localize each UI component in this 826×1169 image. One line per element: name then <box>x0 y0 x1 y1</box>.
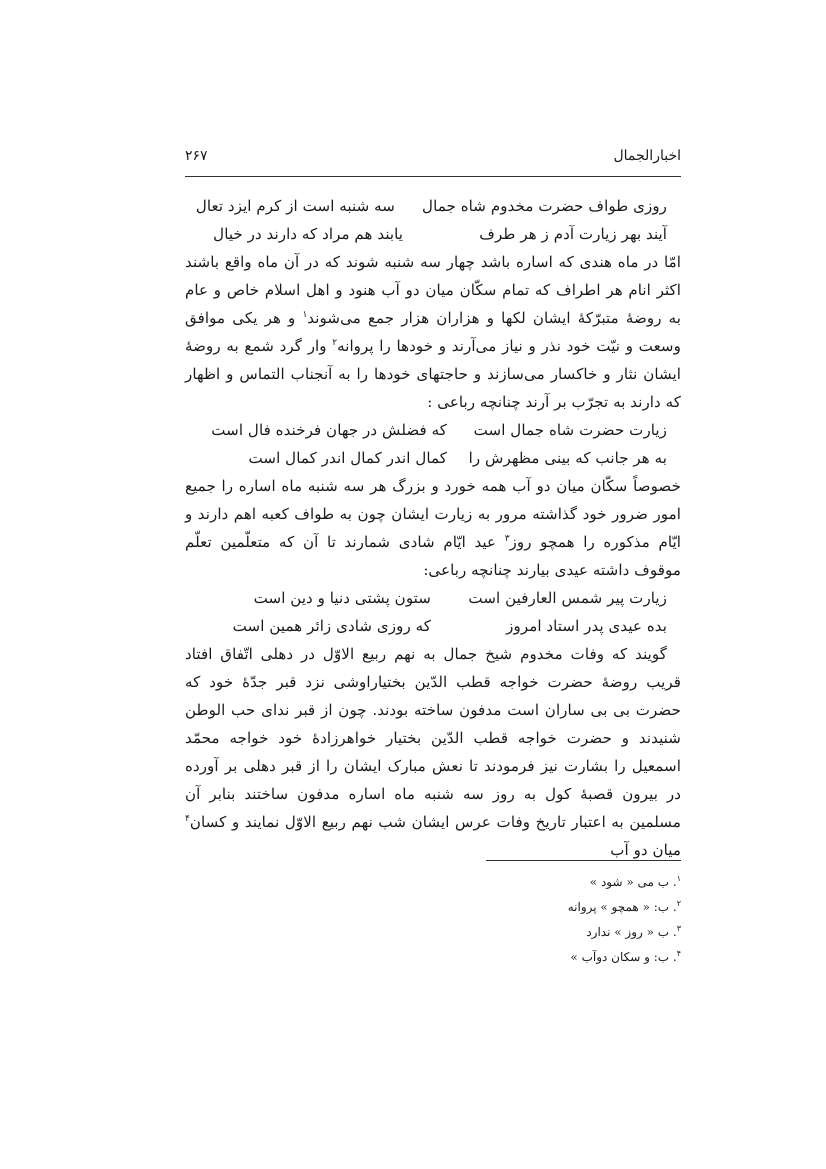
verse-line <box>185 612 681 640</box>
hemistich-first: زیارت پیر شمس العارفین است <box>468 589 667 607</box>
header-rule <box>185 176 681 177</box>
footnote-text: . ب: و سکان دوآب » <box>570 950 677 964</box>
paragraph-text: وار گرد شمع به روضهٔ ایشان نثار و خاکسار می‌سازند و حاجتهای خودها را به آنجناب التماس و اظهار که دارند به تجرّب بر آرند چنانچه رباعی : <box>185 337 681 411</box>
footnotes <box>420 868 681 968</box>
hemistich-first: زیارت حضرت شاه جمال است <box>473 421 667 439</box>
hemistich-second: سه شنبه است از کرم ایزد تعال <box>195 197 395 215</box>
footnote-number: ۱ <box>676 874 681 883</box>
paragraph-text: میان دو آب <box>610 841 681 859</box>
footnote-text: . ب می « شود » <box>589 875 677 889</box>
footnote-ref[interactable]: ۳ <box>504 533 510 544</box>
paragraph-text: و هر یکی موافق وسعت و نیّت خود نذر و نیاز می‌آرند و خودها را پروانه <box>185 309 681 355</box>
hemistich-first: بده عیدی پدر استاد امروز <box>506 617 667 635</box>
running-title: اخبارالجمال <box>613 148 681 164</box>
hemistich-second: که روزی شادی زائر همین است <box>232 617 431 635</box>
paragraph-text: خصوصاً سکّان میان دو آب همه خورد و بزرگ هر سه شنبه ماه اساره را جمیع امور ضرور خود گذاشته مرور به زیارت ایشان چون به طواف کعبه اهم دارند و ایّام مذکوره را همچو روز <box>185 477 682 551</box>
footnote-ref[interactable]: ۲ <box>332 337 338 348</box>
paragraph <box>185 640 681 864</box>
paragraph-text: امّا در ماه هندی که اساره باشد چهار سه شنبه شوند که در آن ماه واقع باشند اکثر انام هر اطراف که تمام سکّان میان دو آب هنود و اهل اسلام خاص و عام به روضهٔ متبرّکهٔ ایشان لکها و هزاران هزار جمع می‌شوند <box>185 253 681 327</box>
paragraph-text: گویند که وفات مخدوم شیخ جمال به نهم ربیع الاوّل در دهلی اتّفاق افتاد قریب روضهٔ حضرت خواجه قطب الدّین بختیاراوشی نزد قبر جدّهٔ خود که حضرت بی بی ساران است مدفون ساخته بودند. چون از قبر ندای حب الوطن شنیدند و حضرت خواجه قطب الدّین بختیار خواهرزادهٔ خود خواجه محمّد اسمعیل را بشارت نیز فرمودند تا نعش مبارک ایشان را از قبر دهلی بر آورده در بیرون قصبهٔ کول به روز سه شنبه ماه اساره مدفون ساختند بنابر آن مسلمین به اعتبار تاریخ وفات عرس ایشان شب نهم ربیع الاوّل نمایند و کسان <box>185 645 681 831</box>
footnote <box>420 893 681 918</box>
paragraph <box>185 472 681 584</box>
footnote-text: . ب: « همچو » پروانه <box>567 900 677 914</box>
body-text <box>185 192 681 864</box>
verse-line <box>185 220 681 248</box>
footnote-ref[interactable]: ۱ <box>302 309 308 320</box>
footnote-rule <box>486 860 681 861</box>
footnote <box>420 918 681 943</box>
paragraph <box>185 248 681 416</box>
hemistich-first: روزی طواف حضرت مخدوم شاه جمال <box>422 197 667 215</box>
hemistich-second: کمال اندر کمال اندر کمال است <box>248 449 447 467</box>
verse-line <box>185 192 681 220</box>
page-header <box>185 146 681 172</box>
footnote-number: ۳ <box>676 924 681 933</box>
verse-line <box>185 584 681 612</box>
hemistich-second: که فضلش در جهان فرخنده فال است <box>211 421 447 439</box>
verse-line <box>185 416 681 444</box>
page-number: ۲۶۷ <box>185 148 208 164</box>
paragraph-text: عید ایّام شادی شمارند تا آن که متعلّمین تعلّم موقوف داشته عیدی بیارند چنانچه رباعی: <box>185 533 681 579</box>
footnote-number: ۴ <box>676 949 681 958</box>
hemistich-second: ستون پشتی دنیا و دین است <box>253 589 431 607</box>
footnote-number: ۲ <box>676 899 681 908</box>
hemistich-first: به هر جانب که بینی مظهرش را <box>468 449 667 467</box>
footnote <box>420 943 681 968</box>
footnote-text: . ب « روز » ندارد <box>586 925 677 939</box>
footnote-ref[interactable]: ۴ <box>185 813 190 824</box>
footnote <box>420 868 681 893</box>
verse-line <box>185 444 681 472</box>
hemistich-first: آیند بهر زیارت آدم ز هر طرف <box>479 225 667 243</box>
hemistich-second: یابند هم مراد که دارند در خیال <box>213 225 403 243</box>
